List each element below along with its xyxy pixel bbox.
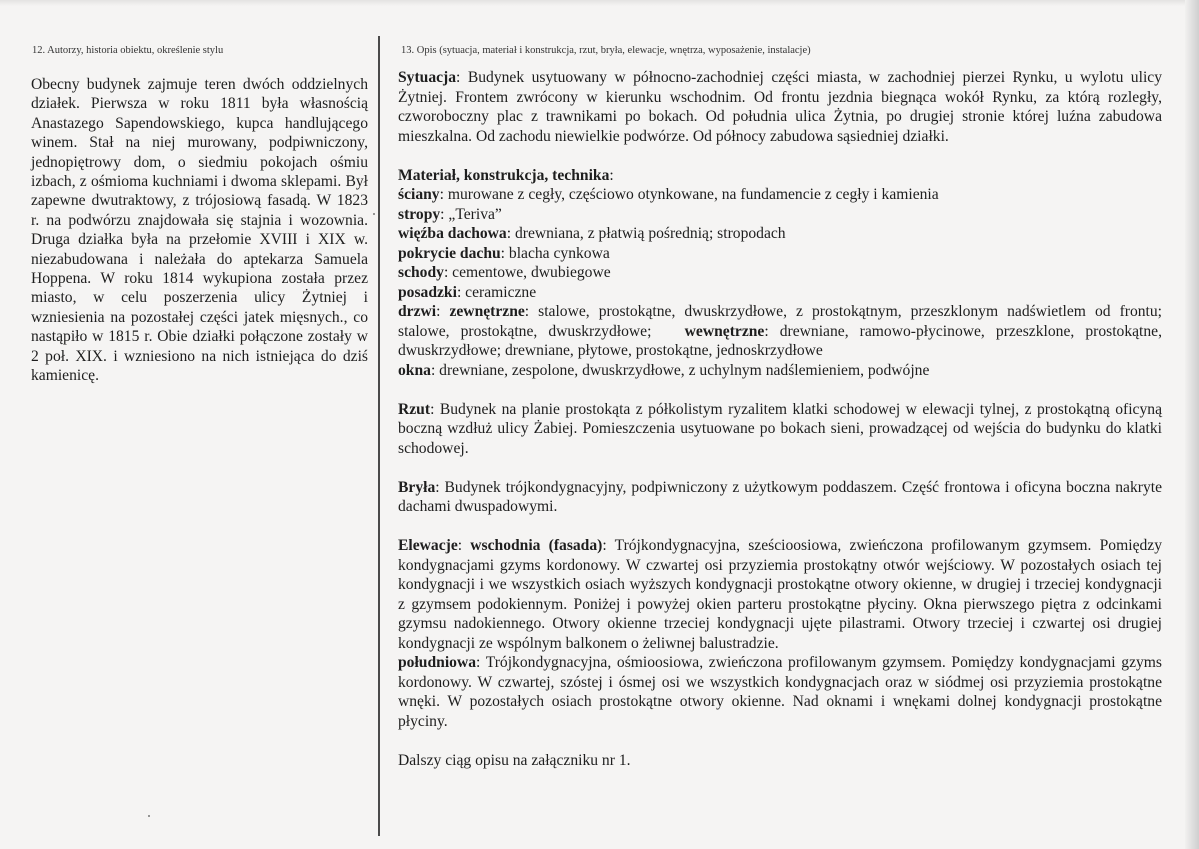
scan-speck	[148, 815, 150, 817]
material-doors: drzwi: zewnętrzne: stalowe, prostokątne, dwuskrzydłowe, z prostokątnym, przeszklonym nadświetlem od frontu; stalowe, prostokątne, dwuskrzydłowe; wewnętrzne: drewniane, ramowo-płycinowe, przeszklone, prostokątne, dwuskrzydłowe; drewniane, płytowe, prostokątne, jednoskrzydłowe	[398, 303, 1163, 359]
continuation-note: Dalszy ciąg opisu na załączniku nr 1.	[398, 751, 631, 769]
material-roofing: pokrycie dachu: blacha cynkowa	[398, 244, 610, 262]
history-text: Obecny budynek zajmuje teren dwóch oddzielnych działek. Pierwsza w roku 1811 była własnością Anastazego Sapendowskiego, kupca handlującego winem. Stał na niej murowany, podpiwniczony, jednopiętrowy dom, o siedmiu pokojach ośmiu izbach, z ośmioma kuchniami i dwoma sklepami. Był zapewne dwutraktowy, z trójosiową fasadą. W 1823 r. na podwórzu znajdowała się stajnia i wozownia. Druga działka była na przełomie XVIII i XIX w. niezabudowana i należała do aptekarza Samuela Hoppena. W roku 1814 wykupiona została przez miasto, w celu poszerzenia ulicy Żytniej i wzniesienia na pozostałej części jatek mięsnych., co nastąpiło w 1815 r. Obie działki połączone zostały w 2 poł. XIX. i wzniesiono na nich istniejąca do dziś kamienicę.	[31, 76, 368, 385]
south-elevation-paragraph: południowa: Trójkondygnacyjna, ośmioosiowa, zwieńczona profilowanym gzymsem. Pomiędzy kondygnacjami gzyms kordonowy. W czwartej, szóstej i ósmej osi we wszystkich kondygnacjach oraz w siódmej osi przyziemia prostokątne wnęki. W pozostałych osiach prostokątne otwory okienne. Nad oknami i wnękami dolnej kondygnacji prostokątne płyciny.	[398, 654, 1162, 730]
situation-text: : Budynek usytuowany w północno-zachodniej części miasta, w zachodniej pierzei Rynku, u wylotu ulicy Żytniej. Frontem zwrócony w kierunku wschodnim. Od frontu jezdnia biegnąca wokół Rynku, za którą rozległy, czworoboczny plac z trawnikami po bokach. Od południa ulica Żytnia, po drugiej stronie której luźna zabudowa mieszkalna. Od zachodu niewielkie podwórze. Od północy zabudowa sąsiedniej działki.	[398, 69, 1162, 145]
situation-label: Sytuacja	[398, 69, 457, 86]
description-section	[398, 68, 1162, 770]
plan-paragraph: Rzut: Budynek na planie prostokąta z półkolistym ryzalitem klatki schodowej w elewacji tylnej, z prostokątną oficyną boczną wzdłuż ulicy Żabiej. Pomieszczenia usytuowane po bokach sieni, prowadzącej od wejścia do budynku do klatki schodowej.	[398, 400, 1162, 457]
situation-paragraph	[398, 68, 1162, 146]
massing-paragraph: Bryła: Budynek trójkondygnacyjny, podpiwniczony z użytkowym poddaszem. Część frontowa i oficyna boczna nakryte dachami dwuspadowymi.	[398, 478, 1162, 515]
material-roof-truss: więźba dachowa: drewniana, z płatwią pośrednią; stropodach	[398, 225, 786, 242]
scan-shadow-right	[1185, 0, 1199, 849]
east-elevation-paragraph: Elewacje: wschodnia (fasada): Trójkondygnacyjna, sześcioosiowa, zwieńczona profilowanym gzymsem. Pomiędzy kondygnacjami gzyms kordonowy. W czwartej osi przyziemia prostokątny otwór wejściowy. W pozostałych osiach tej kondygnacji i we wszystkich osiach wyższych kondygnacji prostokątne otwory okienne, w drugiej i trzeciej kondygnacji z gzymsem podokiennym. Poniżej i powyżej okien parteru prostokątne płyciny. Okna pierwszego piętra z odcinkami gzymsu nadokiennego. Otwory okienne trzeciej kondygnacji ujęte pilastrami. Otwory trzeciej i czwartej osi drugiej kondygnacji ze wspólnym balkonem o żeliwnej balustradzie.	[398, 537, 1163, 652]
material-walls: ściany: murowane z cegły, częściowo otynkowane, na fundamencie z cegły i kamienia	[398, 186, 939, 203]
material-stairs: schody: cementowe, dwubiegowe	[398, 264, 611, 281]
material-ceilings: stropy: „Teriva”	[398, 205, 502, 223]
history-section	[31, 75, 368, 386]
right-column-heading: 13. Opis (sytuacja, materiał i konstrukcja, rzut, bryła, elewacje, wnętrza, wyposażenie, instalacje)	[401, 45, 811, 56]
material-windows: okna: drewniane, zespolone, dwuskrzydłowe, z uchylnym nadślemieniem, podwójne	[398, 361, 930, 379]
scan-shadow-top	[0, 0, 1199, 6]
scan-speck	[373, 213, 375, 215]
material-floors: posadzki: ceramiczne	[398, 283, 537, 301]
material-heading: Materiał, konstrukcja, technika:	[398, 166, 614, 184]
left-column-heading: 12. Autorzy, historia obiektu, określenie stylu	[32, 45, 224, 56]
column-divider	[378, 36, 380, 836]
